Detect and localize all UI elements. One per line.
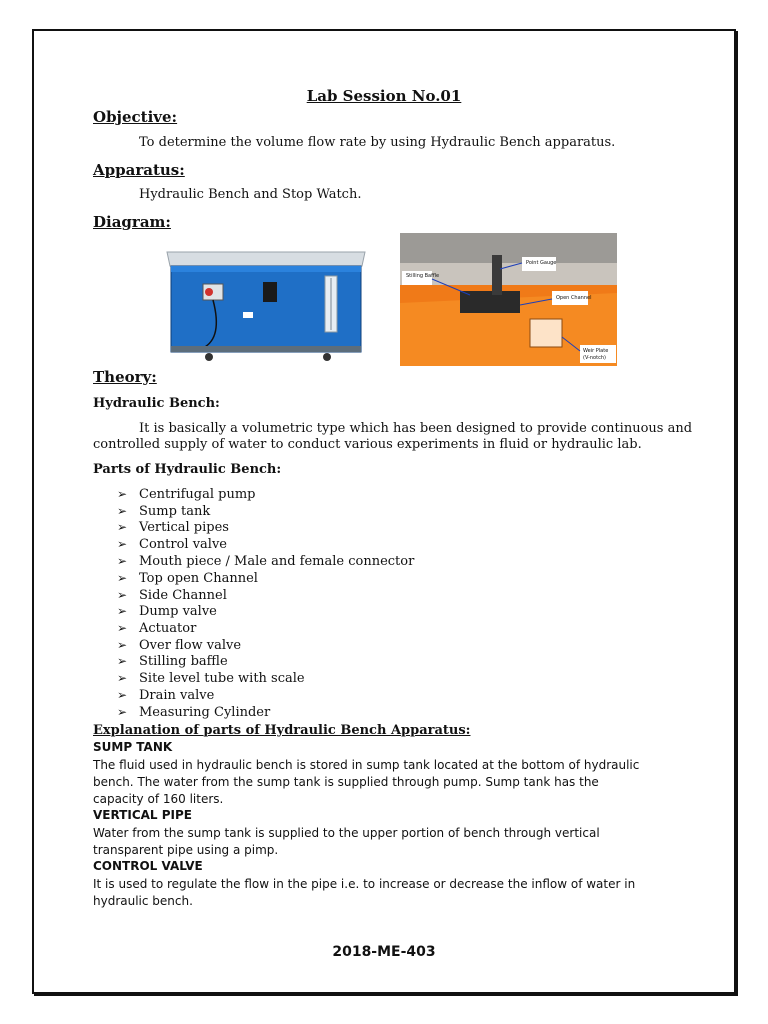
list-item: ➢ Side Channel <box>117 588 227 603</box>
objective-heading: Objective: <box>93 108 178 126</box>
apparatus-heading: Apparatus: <box>93 161 185 179</box>
list-item: ➢ Actuator <box>117 621 197 636</box>
label-open-channel: Open Channel <box>556 295 592 301</box>
parts-subheading: Parts of Hydraulic Bench: <box>93 462 282 477</box>
list-item: ➢ Vertical pipes <box>117 520 229 535</box>
arrow-bullet-icon: ➢ <box>117 554 128 568</box>
list-item: ➢ Dump valve <box>117 604 217 619</box>
arrow-bullet-icon: ➢ <box>117 671 128 685</box>
vertical-pipe-title: VERTICAL PIPE <box>93 808 193 822</box>
arrow-bullet-icon: ➢ <box>117 654 128 668</box>
list-item: ➢ Measuring Cylinder <box>117 705 271 720</box>
list-item: ➢ Stilling baffle <box>117 654 228 669</box>
arrow-bullet-icon: ➢ <box>117 504 128 518</box>
arrow-bullet-icon: ➢ <box>117 588 128 602</box>
vertical-pipe-text: Water from the sump tank is supplied to the upper portion of bench through vertical transparent pipe using a pimp. <box>93 826 600 857</box>
label-v-notch: (V-notch) <box>583 355 606 361</box>
list-item: ➢ Top open Channel <box>117 571 258 586</box>
explanation-heading: Explanation of parts of Hydraulic Bench Apparatus: <box>93 723 471 738</box>
page-title: Lab Session No.01 <box>306 87 462 105</box>
diagram-heading: Diagram: <box>93 213 171 231</box>
list-item: ➢ Site level tube with scale <box>117 671 305 686</box>
hydraulic-bench-photo <box>163 248 369 366</box>
arrow-bullet-icon: ➢ <box>117 604 128 618</box>
control-valve-title: CONTROL VALVE <box>93 859 203 873</box>
list-item: ➢ Control valve <box>117 537 227 552</box>
arrow-bullet-icon: ➢ <box>117 638 128 652</box>
label-point-gauge: Point Gauge <box>526 260 557 266</box>
list-item: ➢ Mouth piece / Male and female connector <box>117 554 415 569</box>
arrow-bullet-icon: ➢ <box>117 621 128 635</box>
list-item: ➢ Drain valve <box>117 688 215 703</box>
sump-tank-text: The fluid used in hydraulic bench is stored in sump tank located at the bottom of hydraulic bench. The water from the sump tank is supplied through pump. Sump tank has the capacity of 160 liters. <box>93 758 640 806</box>
apparatus-text: Hydraulic Bench and Stop Watch. <box>139 187 362 202</box>
arrow-bullet-icon: ➢ <box>117 571 128 585</box>
arrow-bullet-icon: ➢ <box>117 520 128 534</box>
label-stilling-baffle: Stilling Baffle <box>406 273 440 279</box>
label-weir-plate: Weir Plate <box>583 348 609 354</box>
list-item: ➢ Sump tank <box>117 504 211 519</box>
hydraulic-bench-text-line1: It is basically a volumetric type which has been designed to provide continuous and <box>139 421 693 436</box>
arrow-bullet-icon: ➢ <box>117 487 128 501</box>
open-channel-photo <box>400 233 617 366</box>
arrow-bullet-icon: ➢ <box>117 705 128 719</box>
list-item: ➢ Centrifugal pump <box>117 487 256 502</box>
theory-heading: Theory: <box>93 368 157 386</box>
arrow-bullet-icon: ➢ <box>117 537 128 551</box>
list-item: ➢ Over flow valve <box>117 638 242 653</box>
roll-number-footer: 2018-ME-403 <box>332 944 436 960</box>
control-valve-text: It is used to regulate the flow in the pipe i.e. to increase or decrease the inflow of water in hydraulic bench. <box>93 877 636 908</box>
objective-text: To determine the volume flow rate by using Hydraulic Bench apparatus. <box>139 135 616 150</box>
sump-tank-title: SUMP TANK <box>93 740 173 754</box>
hydraulic-bench-subheading: Hydraulic Bench: <box>93 396 220 411</box>
arrow-bullet-icon: ➢ <box>117 688 128 702</box>
hydraulic-bench-text-line2: controlled supply of water to conduct various experiments in fluid or hydraulic lab. <box>93 437 642 452</box>
